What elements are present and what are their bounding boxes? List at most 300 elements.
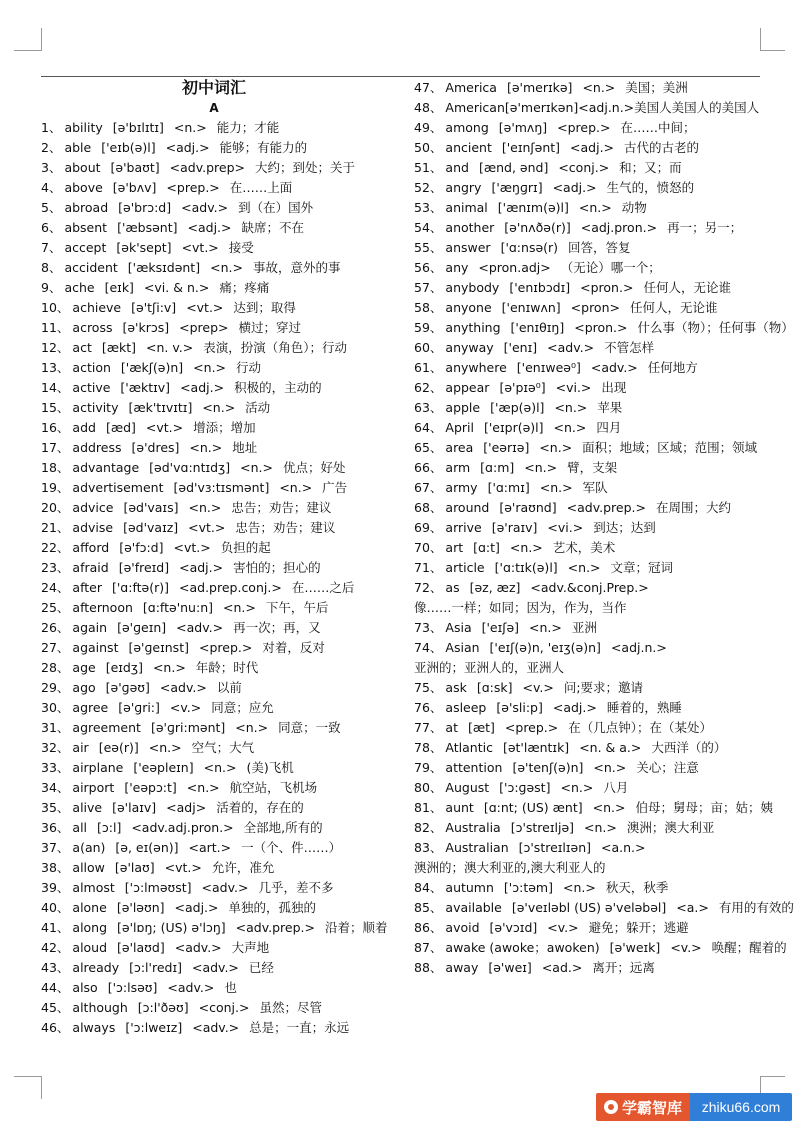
entry-word: a(an) [72,840,106,855]
vocab-entry [41,258,411,278]
vocab-entry [414,838,774,858]
entry-meaning: 虽然；尽管 [259,1000,322,1015]
entry-number: 57、 [414,280,443,295]
entry-phonetic: [əz, æz] [469,580,521,595]
entry-number: 4、 [41,180,62,195]
vocab-entry [41,578,411,598]
entry-number: 85、 [414,900,443,915]
crop-mark-top-left [14,28,42,51]
entry-phonetic: ['enɪweə⁰] [516,360,581,375]
entry-part-of-speech: <prep.> [166,180,220,195]
entry-phonetic: [ɑ:sk] [476,680,513,695]
vocab-entry [41,238,411,258]
entry-phonetic: ['eɪnʃənt] [501,140,561,155]
entry-part-of-speech: <adv.prep.> [566,500,646,515]
entry-phonetic: [ə'bɪlɪtɪ] [112,120,164,135]
entry-phonetic: [ə'laɪv] [112,800,157,815]
entry-part-of-speech: <n.> [584,820,617,835]
entry-meaning: 接受 [228,240,254,255]
entry-part-of-speech: <n.> [539,480,573,495]
entry-meaning: 和；又；而 [619,160,682,175]
entry-phonetic: [æd] [105,420,136,435]
entry-meaning: 忠告；劝告；建议 [231,500,332,515]
vocab-entry [41,158,411,178]
vocab-entry [41,758,411,778]
entry-meaning: 古代的古老的 [624,140,700,155]
entry-meaning: 沿着；顺着 [324,920,388,935]
entry-meaning: 艺术，美术 [552,540,616,555]
entry-phonetic: ['ɔ:ɡəst] [499,780,551,795]
entry-meaning: 出现 [601,380,627,395]
entry-number: 17、 [41,440,70,455]
entry-word: alive [72,800,103,815]
entry-part-of-speech: <adv.> [192,1020,240,1035]
entry-number: 42、 [41,940,70,955]
entry-meaning: 文章；冠词 [610,560,674,575]
entry-part-of-speech: <vt.> [181,240,219,255]
entry-word: accident [64,260,118,275]
entry-part-of-speech: <n. v.> [146,340,194,355]
entry-number: 79、 [414,760,443,775]
vocab-entry [414,498,774,518]
entry-number: 74、 [414,640,443,655]
entry-number: 44、 [41,980,70,995]
entry-meaning: 同意；一致 [278,720,341,735]
entry-number: 13、 [41,360,70,375]
entry-meaning: 四月 [596,420,622,435]
watermark-brand-text: 学霸智库 [622,1098,683,1117]
entry-phonetic: ['ɑ:mɪ] [487,480,530,495]
entry-number: 41、 [41,920,70,935]
entry-phonetic: [ɑ:t] [473,540,500,555]
entry-word: angry [445,180,482,195]
entry-meaning: 忠告；劝告；建议 [235,520,336,535]
entry-word: aloud [72,940,108,955]
entry-phonetic: [ə'ɡri:mənt] [150,720,226,735]
entry-word: around [445,500,490,515]
entry-part-of-speech: <adj.> [552,180,597,195]
entry-number: 53、 [414,200,443,215]
entry-meaning: 大声地 [231,940,270,955]
vocab-entry [41,638,411,658]
entry-phonetic: [æk'tɪvɪtɪ] [128,400,193,415]
entry-number: 47、 [414,80,443,95]
entry-part-of-speech: <n.> [203,760,237,775]
entry-phonetic: [əd'vaɪz] [123,520,179,535]
entry-word: also [72,980,98,995]
entry-phonetic: ['eɪʃə] [481,620,520,635]
entry-meaning: 不管怎样 [604,340,655,355]
entry-number: 45、 [41,1000,70,1015]
entry-part-of-speech: <pron.> [574,320,628,335]
entry-meaning: 唤醒；醒着的 [711,940,787,955]
entry-number: 81、 [414,800,443,815]
entry-meaning: 已经 [248,960,274,975]
entry-number: 8、 [41,260,62,275]
entry-word: August [445,780,490,795]
vocab-entry [41,518,411,538]
entry-number: 30、 [41,700,70,715]
entry-meaning: 行动 [236,360,262,375]
vocab-entry [414,298,774,318]
entry-number: 76、 [414,700,443,715]
entry-word: attention [445,760,503,775]
entry-phonetic: [eɪdʒ] [105,660,143,675]
entry-phonetic: [ə'laʊd] [117,940,165,955]
entry-number: 50、 [414,140,443,155]
entry-number: 35、 [41,800,70,815]
entry-number: 71、 [414,560,443,575]
entry-number: 18、 [41,460,70,475]
entry-word: airplane [72,760,124,775]
entry-phonetic: [ə'ɡri:] [118,700,160,715]
entry-meaning: 秋天，秋季 [605,880,669,895]
vocab-entry [41,898,411,918]
entry-phonetic: [əd'vɜ:tɪsmənt] [173,480,270,495]
entry-number: 63、 [414,400,443,415]
entry-part-of-speech: <vi. & n.> [143,280,210,295]
vocab-entry [414,878,774,898]
entry-word: ability [64,120,103,135]
entry-phonetic: ['ɔ:lsəʊ] [107,980,158,995]
entry-word: ancient [445,140,492,155]
vocab-entry [41,458,411,478]
vocab-entry [414,318,794,338]
entry-number: 87、 [414,940,443,955]
entry-phonetic: [ə'pɪə⁰] [499,380,546,395]
entry-number: 40、 [41,900,70,915]
entry-word: away [445,960,479,975]
entry-meaning: 能力；才能 [216,120,280,135]
vocab-entry [41,398,411,418]
vocab-entry [414,198,774,218]
entry-meaning: 有用的有效的 [718,900,794,915]
vocab-entry [41,438,411,458]
entry-part-of-speech: <n.> [235,720,269,735]
entry-word: Asian [445,640,480,655]
entry-word: Asia [445,620,472,635]
entry-meaning: 在……上面 [229,180,293,195]
vocab-entry [414,778,774,798]
entry-part-of-speech: <adv.> [590,360,638,375]
entry-number: 20、 [41,500,70,515]
entry-meaning: 能够；有能力的 [219,140,308,155]
entry-word: add [72,420,96,435]
vocab-entry [414,578,774,598]
entry-phonetic: ['eərɪə] [483,440,530,455]
entry-phonetic: [ækt] [101,340,137,355]
entry-phonetic: [ə'nʌðə(r)] [504,220,571,235]
entry-part-of-speech: <n.> [223,600,256,615]
entry-meaning: 美国；美洲 [625,80,688,95]
entry-number: 72、 [414,580,443,595]
entry-number: 66、 [414,460,443,475]
entry-meaning: 几乎，差不多 [258,880,334,895]
entry-part-of-speech: <n.> [562,880,596,895]
vocab-entry [414,398,774,418]
entry-word: address [72,440,122,455]
entry-part-of-speech: <adj.pron.> [580,220,658,235]
entry-number: 34、 [41,780,70,795]
vocab-entry [41,418,411,438]
vocab-entry [414,558,774,578]
entry-number: 31、 [41,720,70,735]
entry-part-of-speech: <art.> [188,840,232,855]
entry-number: 10、 [41,300,70,315]
entry-word: about [64,160,101,175]
entry-part-of-speech: <adj.> [570,140,615,155]
vocab-entry [414,278,774,298]
entry-word: advise [72,520,114,535]
entry-part-of-speech: <v.> [169,700,202,715]
entry-phonetic: ['æŋɡrɪ] [491,180,543,195]
entry-meaning: 优点；好处 [283,460,346,475]
entry-word: arm [445,460,471,475]
entry-meaning-continued: 亚洲的；亚洲人的，亚洲人 [414,660,565,675]
vocab-entry [414,758,774,778]
entry-part-of-speech: <n.> [193,360,227,375]
entry-phonetic: [ænd, ənd] [478,160,549,175]
entry-part-of-speech: <prep.> [198,640,253,655]
entry-word: advice [72,500,114,515]
vocab-entry [41,198,411,218]
entry-word: all [72,820,88,835]
entry-number: 7、 [41,240,62,255]
entry-part-of-speech: <vt.> [145,420,184,435]
entry-part-of-speech: <a.n.> [601,840,646,855]
entry-phonetic: [ə'tʃi:v] [131,300,177,315]
vocab-entry [414,958,774,978]
entry-word: active [72,380,111,395]
entry-number: 69、 [414,520,443,535]
entry-word: Australian [445,840,509,855]
entry-meaning: 大约；到处；关于 [255,160,356,175]
entry-phonetic: [æt] [467,720,495,735]
entry-number: 64、 [414,420,443,435]
entry-meaning: 动物 [621,200,647,215]
entry-phonetic: [ɔ'streɪljə] [510,820,575,835]
entry-number: 23、 [41,560,70,575]
entry-part-of-speech: <vi.> [555,380,592,395]
entry-part-of-speech: <n.> [148,740,182,755]
entry-phonetic: [ɑ:nt; (US) ænt] [483,800,583,815]
entry-phonetic: [ɑ:m] [480,460,515,475]
entry-phonetic: [ɔ:l'ðəʊ] [137,1000,189,1015]
entry-word: as [445,580,460,595]
vocab-entry [414,738,774,758]
entry-part-of-speech: <adj.> [187,220,232,235]
entry-number: 25、 [41,600,70,615]
entry-part-of-speech: <adj.> [179,560,224,575]
entry-word: afraid [72,560,109,575]
entry-part-of-speech: <n.> [582,80,616,95]
vocab-entry [41,738,411,758]
entry-word: Australia [445,820,501,835]
site-watermark [596,1093,792,1121]
entry-number: 49、 [414,120,443,135]
entry-word: ago [72,680,96,695]
entry-part-of-speech: <a.> [676,900,709,915]
entry-word: achieve [72,300,122,315]
vocab-entry [41,618,411,638]
entry-number: 59、 [414,320,443,335]
entry-part-of-speech: <n.> [567,560,601,575]
entry-number: 27、 [41,640,70,655]
entry-word: age [72,660,96,675]
entry-phonetic: [ə'fɔ:d] [119,540,164,555]
entry-number: 67、 [414,480,443,495]
entry-number: 19、 [41,480,70,495]
vocab-entry [41,1018,411,1038]
entry-word: another [445,220,495,235]
entry-meaning: 军队 [582,480,608,495]
entry-number: 84、 [414,880,443,895]
entry-number: 88、 [414,960,443,975]
entry-phonetic: [ɔ:l'redɪ] [129,960,182,975]
entry-part-of-speech: <ad.prep.conj.> [179,580,282,595]
entry-part-of-speech: <n.> [529,620,562,635]
entry-phonetic: ['eɪpr(ə)l] [483,420,544,435]
entry-word: area [445,440,474,455]
entry-phonetic: [ə'ləʊn] [116,900,165,915]
vocab-entry [414,438,774,458]
entry-word: ache [64,280,95,295]
entry-word: alone [72,900,107,915]
vocab-entry [41,378,411,398]
vocab-entry [414,178,774,198]
entry-word: available [445,900,502,915]
entry-meaning: 任何地方 [647,360,698,375]
entry-phonetic: [ə'brɔ:d] [118,200,172,215]
entry-part-of-speech: <n.> [593,760,627,775]
entry-number: 80、 [414,780,443,795]
entry-word: advertisement [72,480,164,495]
vocab-entry [414,718,774,738]
entry-phonetic: [ə'krɔs] [122,320,170,335]
vocab-entry [414,898,794,918]
entry-part-of-speech: <n.> [210,260,243,275]
entry-meaning: 达到；取得 [233,300,296,315]
entry-meaning: 地址 [232,440,258,455]
entry-word: army [445,480,478,495]
entry-part-of-speech: <pron.adj> [478,260,551,275]
entry-part-of-speech: <n.> [202,400,236,415]
entry-phonetic: [ə'merɪkə] [506,80,573,95]
entry-number: 38、 [41,860,70,875]
entry-number: 60、 [414,340,443,355]
vocab-entry [414,538,774,558]
entry-word: abroad [64,200,109,215]
entry-part-of-speech: <adv.> [176,620,224,635]
vocab-entry [414,418,774,438]
entry-meaning: 缺席；不在 [241,220,305,235]
vocab-entry [41,958,411,978]
entry-word: after [72,580,102,595]
entry-phonetic: [ɔ:l] [97,820,122,835]
vocab-entry [41,598,411,618]
entry-meaning: 再一次；再，又 [233,620,321,635]
entry-word: able [64,140,92,155]
entry-number: 52、 [414,180,443,195]
entry-number: 32、 [41,740,70,755]
entry-part-of-speech: <n.> [524,460,558,475]
entry-part-of-speech: <n.> [188,500,222,515]
entry-phonetic: [ə'ɡəʊ] [105,680,150,695]
vocab-entry [41,218,411,238]
vocab-entry [41,818,411,838]
entry-word: among [445,120,489,135]
entry-meaning: 到（在）国外 [238,200,314,215]
entry-meaning: 一（个、件……） [241,840,342,855]
vocab-entry [414,78,774,98]
entry-word: and [445,160,469,175]
entry-word: action [72,360,111,375]
entry-word: along [72,920,108,935]
entry-meaning: 下午，午后 [265,600,329,615]
entry-phonetic: ['ækʃ(ə)n] [120,360,184,375]
entry-number: 14、 [41,380,70,395]
entry-number: 54、 [414,220,443,235]
entry-meaning: 避免；躲开；逃避 [588,920,689,935]
entry-word: anything [445,320,501,335]
entry-number: 24、 [41,580,70,595]
entry-number: 5、 [41,200,62,215]
entry-part-of-speech: <n.> [173,120,207,135]
entry-meaning: 害怕的；担心的 [233,560,321,575]
vocab-entry [41,678,411,698]
entry-part-of-speech: <adj> [166,800,207,815]
entry-meaning-continued: 澳洲的；澳大利亚的,澳大利亚人的 [414,860,606,875]
vocab-entry [41,698,411,718]
entry-part-of-speech: <n.> [554,400,588,415]
entry-meaning: 痛；疼痛 [219,280,270,295]
entry-number: 29、 [41,680,70,695]
vocab-entry [414,378,774,398]
entry-meaning: 臂，支架 [567,460,618,475]
entry-word: aunt [445,800,474,815]
vocab-entry [41,138,411,158]
entry-meaning: （无论）哪一个； [560,260,661,275]
entry-meaning: 任何人，无论谁 [629,300,718,315]
entry-word: above [64,180,103,195]
entry-word: almost [72,880,115,895]
entry-word: arrive [445,520,482,535]
entry-phonetic: ['eɪb(ə)l] [101,140,156,155]
entry-phonetic: [ə'weɪk] [609,940,661,955]
entry-phonetic: [ə'vɔɪd] [489,920,538,935]
entry-meaning: 以前 [216,680,242,695]
entry-word: appear [445,380,490,395]
entry-phonetic: ['æktɪv] [120,380,171,395]
vocab-entry [41,858,411,878]
vocab-entry [41,278,411,298]
entry-meaning: 允许，准允 [211,860,275,875]
entry-meaning: 在周围；大约 [655,500,731,515]
vocab-entry [41,478,411,498]
entry-phonetic: [ə'veɪləbl (US) ə'veləbəl] [511,900,667,915]
vocab-entry [414,358,774,378]
entry-phonetic: [ə'raɪv] [491,520,538,535]
entry-number: 37、 [41,840,70,855]
entry-word: accept [64,240,107,255]
entry-phonetic: ['enɪbɔdɪ] [509,280,571,295]
entry-word: animal [445,200,488,215]
vocab-entry [41,318,411,338]
entry-word: absent [64,220,108,235]
vocab-column-right [414,78,794,978]
vocab-entry [41,978,411,998]
vocab-entry [41,998,411,1018]
